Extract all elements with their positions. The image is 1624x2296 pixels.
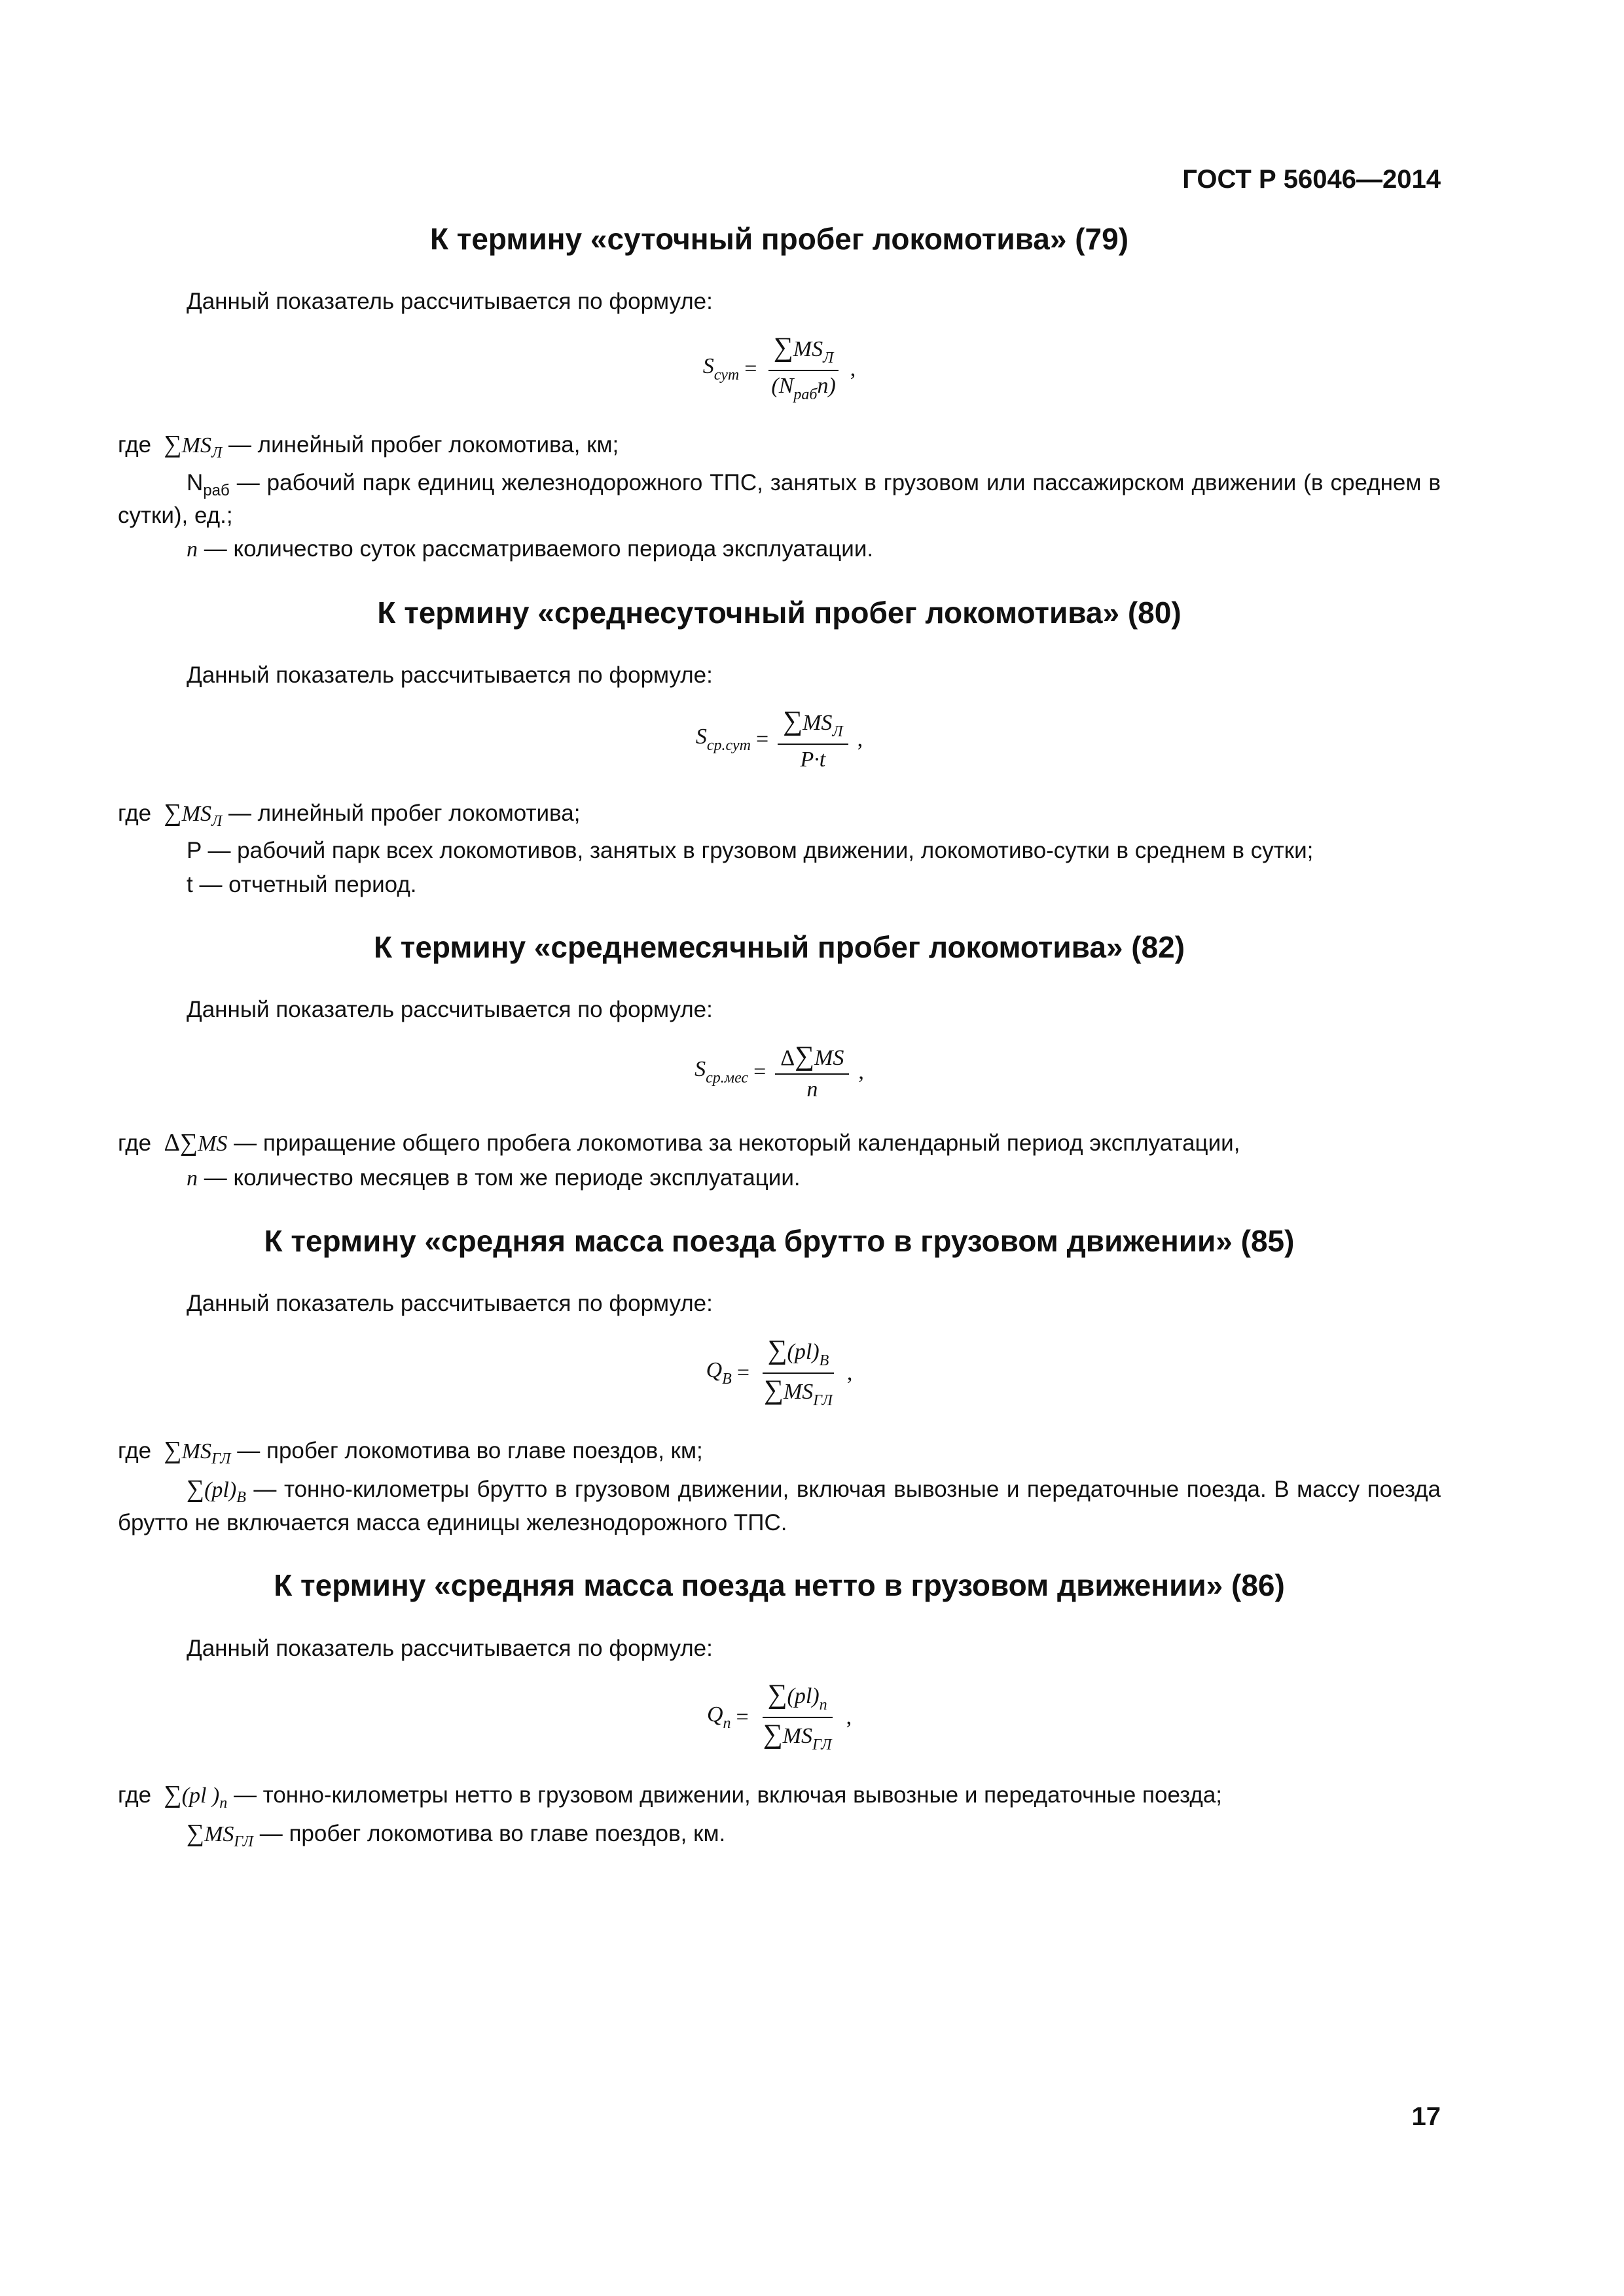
sum-symbol: ∑ (763, 1719, 783, 1749)
section-intro: Данный показатель рассчитывается по формуле: (187, 662, 713, 688)
formula-fraction: $\frac{\sum MS_Л}{(N_{раб}n)}$ (766, 334, 840, 404)
section-80 (118, 595, 1441, 930)
section-85 (118, 1223, 1441, 1568)
section-title: К термину «среднемесячный пробег локомотива» (82) (373, 930, 1185, 965)
formula-lhs: $S_{сут}$ (702, 353, 740, 384)
formula-fraction: $\frac{\sum(pl)_n}{\sum MS_{ГЛ}}$ (763, 1679, 832, 1753)
definition-line: $N_{раб}$ — рабочий парк единиц железнодорожного ТПС, занятых в грузовом или пассажирском движении (в среднем в сутки), ед.; (118, 469, 1441, 528)
sum-symbol: ∑ (783, 706, 803, 736)
section-82 (118, 929, 1441, 1223)
delta-symbol: Δ (780, 1045, 795, 1070)
definition-line: t — отчетный период. (187, 871, 417, 897)
sum-symbol: ∑ (764, 1374, 784, 1405)
page-number: 17 (1411, 2102, 1441, 2131)
section-intro: Данный показатель рассчитывается по формуле: (187, 1291, 713, 1317)
formula: $Q_п$ = $\frac{\sum(pl)_n}{\sum MS_{ГЛ}}$ , (706, 1679, 852, 1753)
definition-line: n — количество суток рассматриваемого периода эксплуатации. (187, 536, 874, 562)
definition-line: P — рабочий парк всех локомотивов, занятых в грузовом движении, локомотиво-сутки в среднем в сутки; (187, 838, 1314, 864)
definition-line: $\sum(pl)_B$ — тонно-километры брутто в грузовом движении, включая вывозные и передаточные поезда. В массу поезда брутто не включается масса единицы железнодорожного ТПС. (118, 1475, 1441, 1535)
sum-symbol: ∑ (767, 1335, 787, 1365)
sum-symbol: ∑ (767, 1679, 787, 1710)
formula-lhs: $S_{ср.сут}$ (695, 725, 751, 755)
definition-line: n — количество месяцев в том же периоде эксплуатации. (187, 1164, 801, 1191)
section-title: К термину «средняя масса поезда брутто в грузовом движении» (85) (264, 1224, 1295, 1259)
formula-fraction: $\frac{\sum(pl)_B}{\sum MS_{ГЛ}}$ (759, 1336, 838, 1410)
formula: $S_{ср.мес}$ = $\frac{\Delta\sum MS}{n}$ , (695, 1041, 864, 1102)
formula-lhs: $Q_B$ (706, 1357, 732, 1388)
section-title: К термину «суточный пробег локомотива» (79) (429, 222, 1129, 256)
sum-symbol: ∑ (773, 332, 793, 363)
formula-fraction: $\frac{\sum MS_Л}{P\cdot t}$ (778, 708, 848, 772)
definition-line: где $\sum MS_{ГЛ}$ — пробег локомотива во главе поездов, км; (118, 1436, 703, 1467)
section-86 (118, 1568, 1441, 1852)
formula-fraction: $\frac{\Delta\sum MS}{n}$ (775, 1043, 849, 1102)
formula-lhs: $Q_п$ (706, 1702, 731, 1732)
formula: $S_{ср.сут}$ = $\frac{\sum MS_Л}{P\cdot t}$ , (695, 706, 863, 772)
definition-line: где $\sum MS_Л$ — линейный пробег локомотива, км; (118, 431, 619, 462)
document-code-header: ГОСТ Р 56046—2014 (1182, 165, 1441, 194)
formula: $Q_B$ = $\frac{\sum(pl)_B}{\sum MS_{ГЛ}}$ , (706, 1335, 853, 1409)
section-title: К термину «среднесуточный пробег локомотива» (80) (377, 595, 1182, 630)
document-body (118, 221, 1441, 1856)
formula-lhs: $S_{ср.мес}$ (695, 1057, 749, 1087)
section-title: К термину «средняя масса поезда нетто в грузовом движении» (86) (274, 1568, 1285, 1603)
formula: $S_{сут}$ = $\frac{\sum MS_Л}{(N_{раб}n)}$ , (702, 332, 856, 404)
definition-line: где $\sum MS_Л$ — линейный пробег локомотива; (118, 798, 581, 830)
section-intro: Данный показатель рассчитывается по формуле: (187, 289, 713, 315)
definition-line: $\sum MS_{ГЛ}$ — пробег локомотива во главе поездов, км. (187, 1820, 726, 1851)
definition-line: где Δ∑MS — приращение общего пробега локомотива за некоторый календарный период эксплуатации, (118, 1128, 1240, 1157)
section-intro: Данный показатель рассчитывается по формуле: (187, 997, 713, 1023)
section-79 (118, 221, 1441, 595)
definition-line: где ∑(pl )$_n$ — тонно-километры нетто в грузовом движении, включая вывозные и передаточные поезда; (118, 1780, 1223, 1812)
section-intro: Данный показатель рассчитывается по формуле: (187, 1635, 713, 1661)
sum-symbol: ∑ (795, 1041, 815, 1071)
